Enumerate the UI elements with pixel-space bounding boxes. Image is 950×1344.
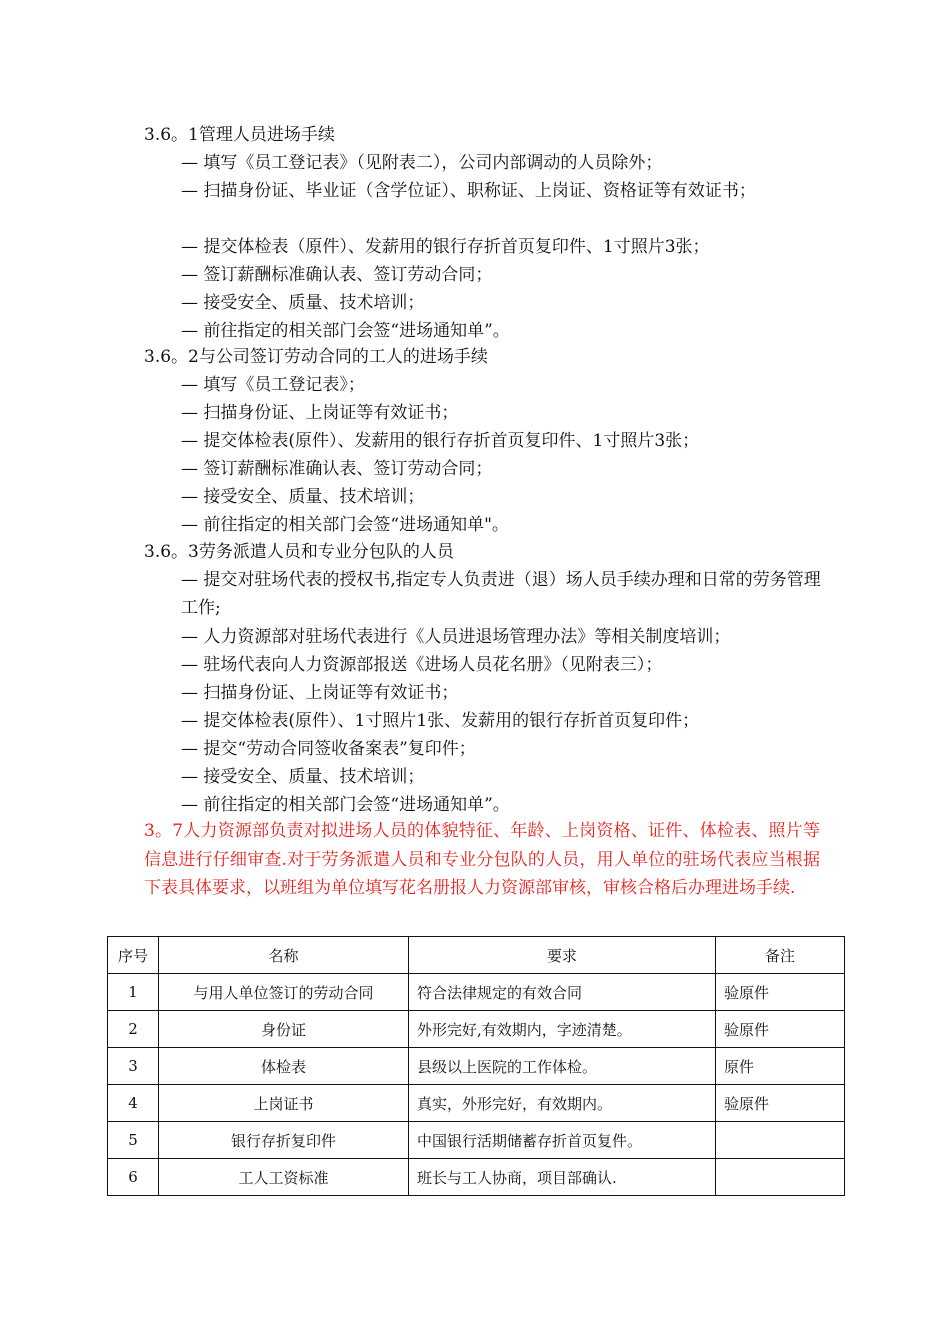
section-heading-3-6-2: 3.6。2与公司签订劳动合同的工人的进场手续 [144,347,488,367]
list-item: — 提交对驻场代表的授权书,指定专人负责进（退）场人员手续办理和日常的劳务管理工作; [181,570,821,618]
list-item: — 提交“劳动合同签收备案表”复印件； [181,739,476,759]
list-item: — 人力资源部对驻场代表进行《人员进退场管理办法》等相关制度培训； [181,627,731,647]
list-item: — 前往指定的相关部门会签“进场通知单”。 [181,321,510,341]
table-cell-note [716,1159,845,1196]
section-heading-3-6-1: 3.6。1管理人员进场手续 [144,125,335,145]
table-row [108,974,845,1011]
table-cell-note: 验原件 [716,1085,845,1122]
table-cell-index: 5 [108,1122,159,1159]
section-heading-3-6-3: 3.6。3劳务派遣人员和专业分包队的人员 [144,542,454,562]
table-cell-index: 4 [108,1085,159,1122]
list-item: — 签订薪酬标准确认表、签订劳动合同； [181,459,493,479]
list-item: — 提交体检表(原件）、1寸照片1张、发薪用的银行存折首页复印件； [181,711,700,731]
list-item: — 前往指定的相关部门会签“进场通知单"。 [181,515,509,535]
table-cell-index: 2 [108,1011,159,1048]
table-row [108,1122,845,1159]
table-cell-requirement: 真实，外形完好，有效期内。 [409,1085,716,1122]
list-item: — 接受安全、质量、技术培训； [181,767,425,787]
table-cell-name: 体检表 [159,1048,409,1085]
table-cell-name: 工人工资标准 [159,1159,409,1196]
table-cell-requirement: 县级以上医院的工作体检。 [409,1048,716,1085]
table-cell-note: 验原件 [716,1011,845,1048]
list-item: — 接受安全、质量、技术培训； [181,487,425,507]
list-item: — 驻场代表向人力资源部报送《进场人员花名册》（见附表三）； [181,655,663,675]
column-header-requirement: 要求 [409,937,716,974]
table-cell-name: 银行存折复印件 [159,1122,409,1159]
list-item: — 提交体检表(原件）、发薪用的银行存折首页复印件、1寸照片3张； [181,431,700,451]
table-row [108,1159,845,1196]
table-cell-requirement: 外形完好,有效期内，字迹清楚。 [409,1011,716,1048]
column-header-note: 备注 [716,937,845,974]
list-item: — 签订薪酬标准确认表、签订劳动合同； [181,265,493,285]
table-cell-name: 身份证 [159,1011,409,1048]
table-cell-requirement: 符合法律规定的有效合同 [409,974,716,1011]
table-header-row [108,937,845,974]
section-3-7-paragraph: 3。7人力资源部负责对拟进场人员的体貌特征、年龄、上岗资格、证件、体检表、照片等信息进行仔细审查.对于劳务派遣人员和专业分包队的人员，用人单位的驻场代表应当根据下表具体要求，以班组为单位填写花名册报人力资源部审核，审核合格后办理进场手续. [144,821,820,898]
column-header-index: 序号 [108,937,159,974]
table-cell-index: 6 [108,1159,159,1196]
list-item: — 扫描身份证、毕业证（含学位证）、职称证、上岗证、资格证等有效证书； [181,181,756,201]
list-item: — 前往指定的相关部门会签“进场通知单”。 [181,795,510,815]
table-row [108,1048,845,1085]
table-cell-name: 上岗证书 [159,1085,409,1122]
list-item: — 接受安全、质量、技术培训； [181,293,425,313]
list-item: — 提交体检表（原件）、发薪用的银行存折首页复印件、1寸照片3张； [181,237,710,257]
table-cell-index: 1 [108,974,159,1011]
table-cell-index: 3 [108,1048,159,1085]
table-cell-note: 验原件 [716,974,845,1011]
list-item: — 填写《员工登记表》； [181,375,365,395]
table-cell-note [716,1122,845,1159]
table-cell-requirement: 班长与工人协商，项目部确认. [409,1159,716,1196]
table-cell-name: 与用人单位签订的劳动合同 [159,974,409,1011]
table-row [108,1085,845,1122]
table-row [108,1011,845,1048]
list-item: — 填写《员工登记表》（见附表二），公司内部调动的人员除外； [181,153,663,173]
table-cell-requirement: 中国银行活期储蓄存折首页复件。 [409,1122,716,1159]
table-cell-note: 原件 [716,1048,845,1085]
list-item: — 扫描身份证、上岗证等有效证书； [181,683,459,703]
column-header-name: 名称 [159,937,409,974]
list-item: — 扫描身份证、上岗证等有效证书； [181,403,459,423]
requirements-table [107,936,845,1196]
